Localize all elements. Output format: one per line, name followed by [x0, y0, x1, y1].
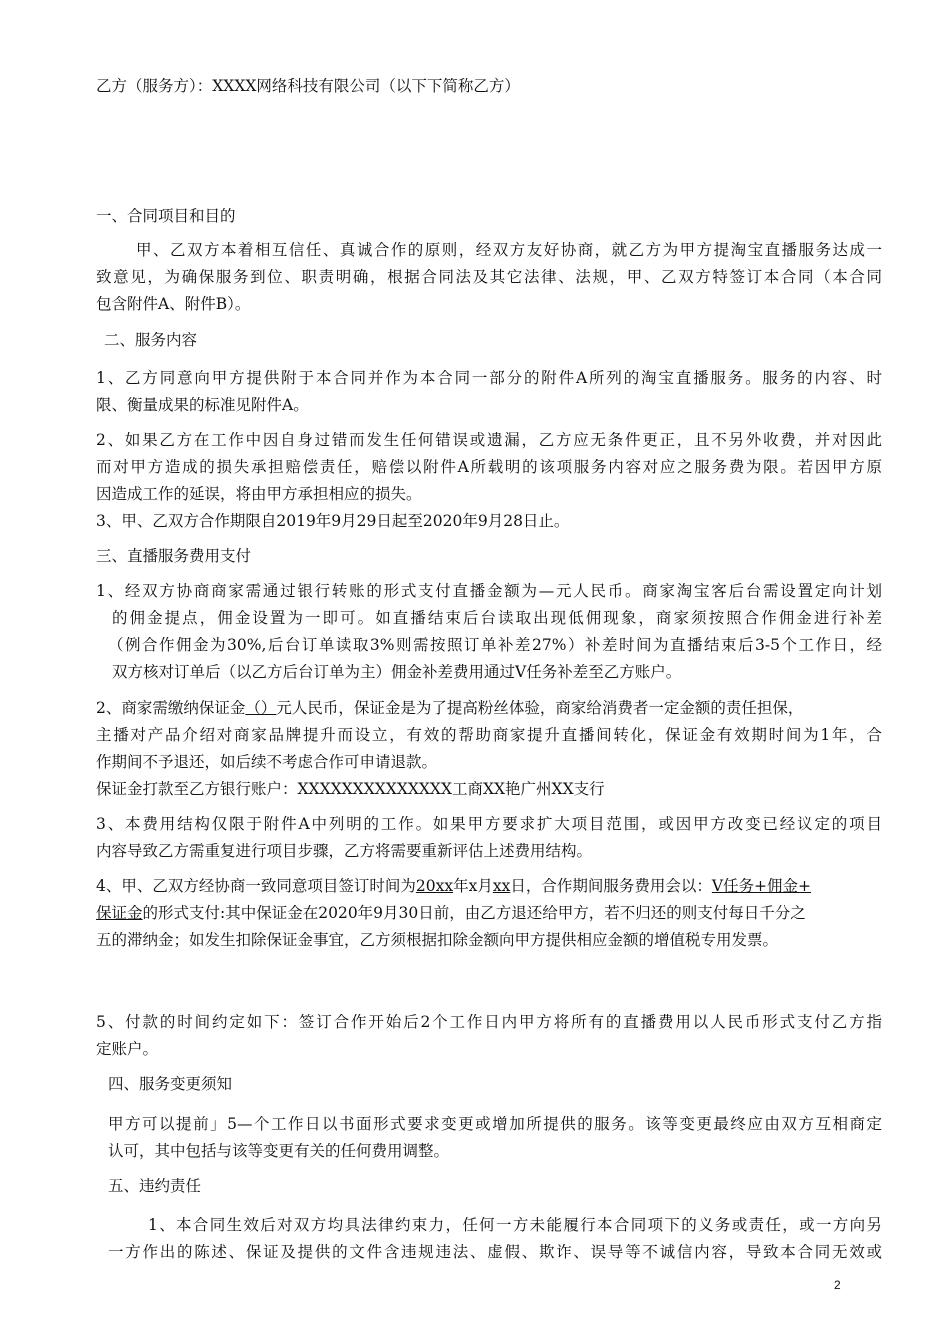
s3-p2-line-1: [96, 694, 882, 722]
s2-p1-line-2: 限、衡量成果的标准见附件A。: [96, 396, 309, 414]
s3-p3-line-2: 内容导致乙方需重复进行项目步骤，乙方将需要重新评估上述费用结构。: [96, 842, 593, 860]
s1-p1-line-1: 甲、乙双方本着相互信任、真诚合作的原则，经双方友好协商，就乙方为甲方提淘宝直播服务达成一: [136, 241, 882, 259]
deposit-amount-blank: （）: [245, 699, 277, 717]
s3-p4-text-e: 日，合作期间服务费用会以：: [510, 877, 712, 895]
s2-p2-line-3: 因造成工作的延误，将由甲方承担相应的损失。: [96, 485, 422, 503]
s3-p4-line-3: 五的滞纳金；如发生扣除保证金事宜，乙方须根据扣除金额向甲方提供相应金额的增值税专用发票。: [96, 931, 779, 949]
s3-p2-line-2: 主播对产品介绍对商家品牌提升而设立，有效的帮助商家提升直播间转化，保证金有效期时间为1年，合: [96, 726, 882, 744]
s4-p1-line-1: 甲方可以提前」5—个工作日以书面形式要求变更或增加所提供的服务。该等变更最终应由双方互相商定: [108, 1115, 882, 1133]
s2-p3: 3、甲、乙双方合作期限自2019年9月29日起至2020年9月28日止。: [96, 512, 570, 530]
bank-account-line: 保证金打款至乙方银行账户：XXXXXXXXXXXXXX工商XX艳广州XX支行: [96, 780, 605, 798]
s4-p1-line-2: 认可，其中包括与该等变更有关的任何费用调整。: [108, 1142, 450, 1160]
party-b-line: 乙方（服务方）：XXXX网络科技有限公司（以下下简称乙方）: [96, 77, 520, 95]
s3-p1-line-1: 1、经双方协商商家需通过银行转账的形式支付直播金额为—元人民币。商家淘宝客后台需设置定向计划: [96, 582, 882, 600]
s3-p2-line-3: 作期间不予退还，如后续不考虑合作可申请退款。: [96, 753, 438, 771]
s1-p1-line-2: 致意见，为确保服务到位、职责明确，根据合同法及其它法律、法规，甲、乙双方特签订本合同（本合同: [96, 268, 882, 286]
s3-p2-text-c: 元人民币，保证金是为了提高粉丝体验，商家给消费者一定金额的责任担保，: [276, 699, 804, 717]
payment-method-b: 保证金: [96, 904, 143, 922]
s3-p3-line-1: 3、本费用结构仅限于附件A中列明的工作。如果甲方要求扩大项目范围，或因甲方改变已经议定的项目: [96, 815, 882, 833]
s1-p1-line-3: 包含附件A、附件B）。: [96, 295, 251, 313]
s3-p4-text-a: 4、甲、乙双方经协商一致同意项目签订时间为: [96, 877, 416, 895]
page-number: 2: [834, 1278, 841, 1292]
section-5-heading: 五、违约责任: [108, 1177, 202, 1195]
s3-p4-text-l2: 的形式支付:其中保证金在2020年9月30日前，由乙方退还给甲方，若不归还的则支付每日千分之: [142, 904, 806, 922]
s3-p4-line-1: [96, 872, 882, 900]
s3-p1-line-4: 双方核对订单后（以乙方后台订单为主）佣金补差费用通过V任务补差至乙方账户。: [112, 663, 682, 681]
section-4-heading: 四、服务变更须知: [108, 1075, 233, 1093]
s3-p5-line-2: 定账户。: [96, 1040, 159, 1058]
section-1-heading: 一、合同项目和目的: [96, 207, 236, 225]
s3-p5-line-1: 5、付款的时间约定如下：签订合作开始后2个工作日内甲方将所有的直播费用以人民币形式支付乙方指: [96, 1013, 882, 1031]
section-2-heading: 二、服务内容: [104, 331, 198, 349]
s3-p4-line-2: [96, 899, 882, 927]
s5-p1-line-1: 1、本合同生效后对双方均具法律约束力，任何一方未能履行本合同项下的义务或责任，或一方向另: [148, 1216, 882, 1234]
signing-day: xx: [492, 877, 511, 895]
s3-p4-text-c: 年x月: [453, 877, 493, 895]
s2-p2-line-1: 2、如果乙方在工作中因自身过错而发生任何错误或遗漏，乙方应无条件更正，且不另外收费，并对因此: [96, 431, 882, 449]
s3-p2-text-a: 2、商家需缴纳保证金: [96, 699, 246, 717]
s3-p1-line-2: 的佣金提点，佣金设置为一即可。如直播结束后台读取出现低佣现象，商家须按照合作佣金进行补差: [112, 609, 882, 627]
s3-p1-line-3: （例合作佣金为30%,后台订单读取3%则需按照订单补差27%）补差时间为直播结束后3-5个工作日，经: [108, 636, 882, 654]
s2-p1-line-1: 1、乙方同意向甲方提供附于本合同并作为本合同一部分的附件A所列的淘宝直播服务。服务的内容、时: [96, 369, 882, 387]
section-3-heading: 三、直播服务费用支付: [96, 547, 252, 565]
s2-p2-line-2: 而对甲方造成的损失承担赔偿责任，赔偿以附件A所载明的该项服务内容对应之服务费为限。若因甲方原: [96, 458, 882, 476]
signing-year: 20xx: [415, 877, 454, 895]
s5-p1-line-2: 一方作出的陈述、保证及提供的文件含违规违法、虚假、欺诈、误导等不诚信内容，导致本合同无效或: [108, 1243, 882, 1261]
payment-method-a: V任务+佣金+: [711, 877, 812, 895]
